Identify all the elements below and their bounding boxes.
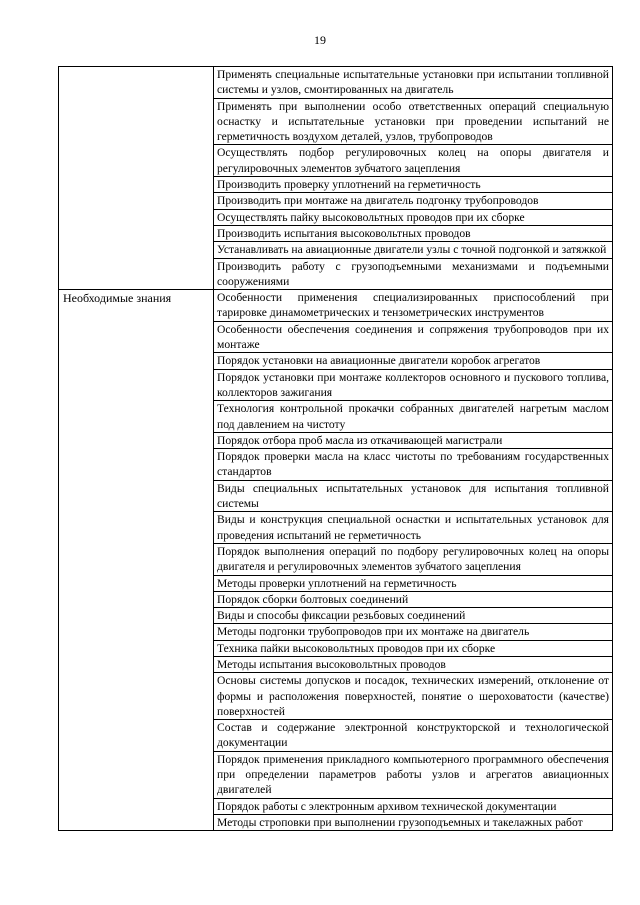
requirement-item: Применять специальные испытательные установки при испытании топливной системы и узлов, смонтированных на двигатель <box>214 67 612 99</box>
requirement-item: Виды и способы фиксации резьбовых соединений <box>214 608 612 624</box>
requirement-item: Осуществлять подбор регулировочных колец на опоры двигателя и регулировочных элементов зубчатого зацепления <box>214 145 612 177</box>
requirement-item: Применять при выполнении особо ответственных операций специальную оснастку и испытательные установки при проведении испытаний не герметичность воздухом деталей, узлов, трубопроводов <box>214 99 612 146</box>
requirement-item: Виды специальных испытательных установок для испытания топливной системы <box>214 481 612 513</box>
requirement-item: Порядок применения прикладного компьютерного программного обеспечения при определении параметров работы узлов и агрегатов авиационных двигателей <box>214 752 612 799</box>
section-label: Необходимые знания <box>63 291 172 306</box>
section-items-cell <box>214 67 613 290</box>
requirements-table-body <box>59 67 613 831</box>
section-row <box>59 290 613 831</box>
requirement-item: Порядок сборки болтовых соединений <box>214 592 612 608</box>
requirement-item: Производить при монтаже на двигатель подгонку трубопроводов <box>214 193 612 209</box>
requirement-item: Технология контрольной прокачки собранных двигателей нагретым маслом под давлением на чистоту <box>214 401 612 433</box>
requirement-item: Порядок проверки масла на класс чистоты по требованиям государственных стандартов <box>214 449 612 481</box>
requirement-item: Методы испытания высоковольтных проводов <box>214 657 612 673</box>
requirement-item: Порядок установки на авиационные двигатели коробок агрегатов <box>214 353 612 369</box>
requirement-item: Техника пайки высоковольтных проводов при их сборке <box>214 641 612 657</box>
requirement-item: Устанавливать на авиационные двигатели узлы с точной подгонкой и затяжкой <box>214 242 612 258</box>
requirement-item: Методы подгонки трубопроводов при их монтаже на двигатель <box>214 624 612 640</box>
section-label-cell <box>59 290 214 831</box>
requirement-item: Производить испытания высоковольтных проводов <box>214 226 612 242</box>
section-label-cell <box>59 67 214 290</box>
requirement-item: Производить работу с грузоподъемными механизмами и подъемными сооружениями <box>217 259 609 288</box>
requirements-table <box>58 66 613 831</box>
requirement-item: Особенности применения специализированных приспособлений при тарировке динамометрических и тензометрических инструментов <box>214 290 612 322</box>
section-row <box>59 67 613 290</box>
requirement-item: Методы проверки уплотнений на герметичность <box>214 576 612 592</box>
requirement-item: Порядок выполнения операций по подбору регулировочных колец на опоры двигателя и регулировочных элементов зубчатого зацепления <box>214 544 612 576</box>
requirement-item: Порядок установки при монтаже коллекторов основного и пускового топлива, коллекторов зажигания <box>214 370 612 402</box>
requirement-item: Основы системы допусков и посадок, технических измерений, отклонение от формы и расположения поверхностей, понятие о шероховатости (качестве) поверхностей <box>214 673 612 720</box>
requirement-item: Производить проверку уплотнений на герметичность <box>214 177 612 193</box>
requirement-item: Методы строповки при выполнении грузоподъемных и такелажных работ <box>217 815 583 829</box>
requirement-item: Состав и содержание электронной конструкторской и технологической документации <box>214 720 612 752</box>
requirement-item: Порядок работы с электронным архивом технической документации <box>214 799 612 815</box>
requirement-item: Порядок отбора проб масла из откачивающей магистрали <box>214 433 612 449</box>
section-items-cell <box>214 290 613 831</box>
section-label <box>59 67 213 69</box>
requirement-item: Особенности обеспечения соединения и сопряжения трубопроводов при их монтаже <box>214 322 612 354</box>
page-number: 19 <box>314 33 326 47</box>
requirement-item: Осуществлять пайку высоковольтных проводов при их сборке <box>214 210 612 226</box>
requirement-item: Виды и конструкция специальной оснастки и испытательных установок для проведения испытаний не герметичность <box>214 512 612 544</box>
